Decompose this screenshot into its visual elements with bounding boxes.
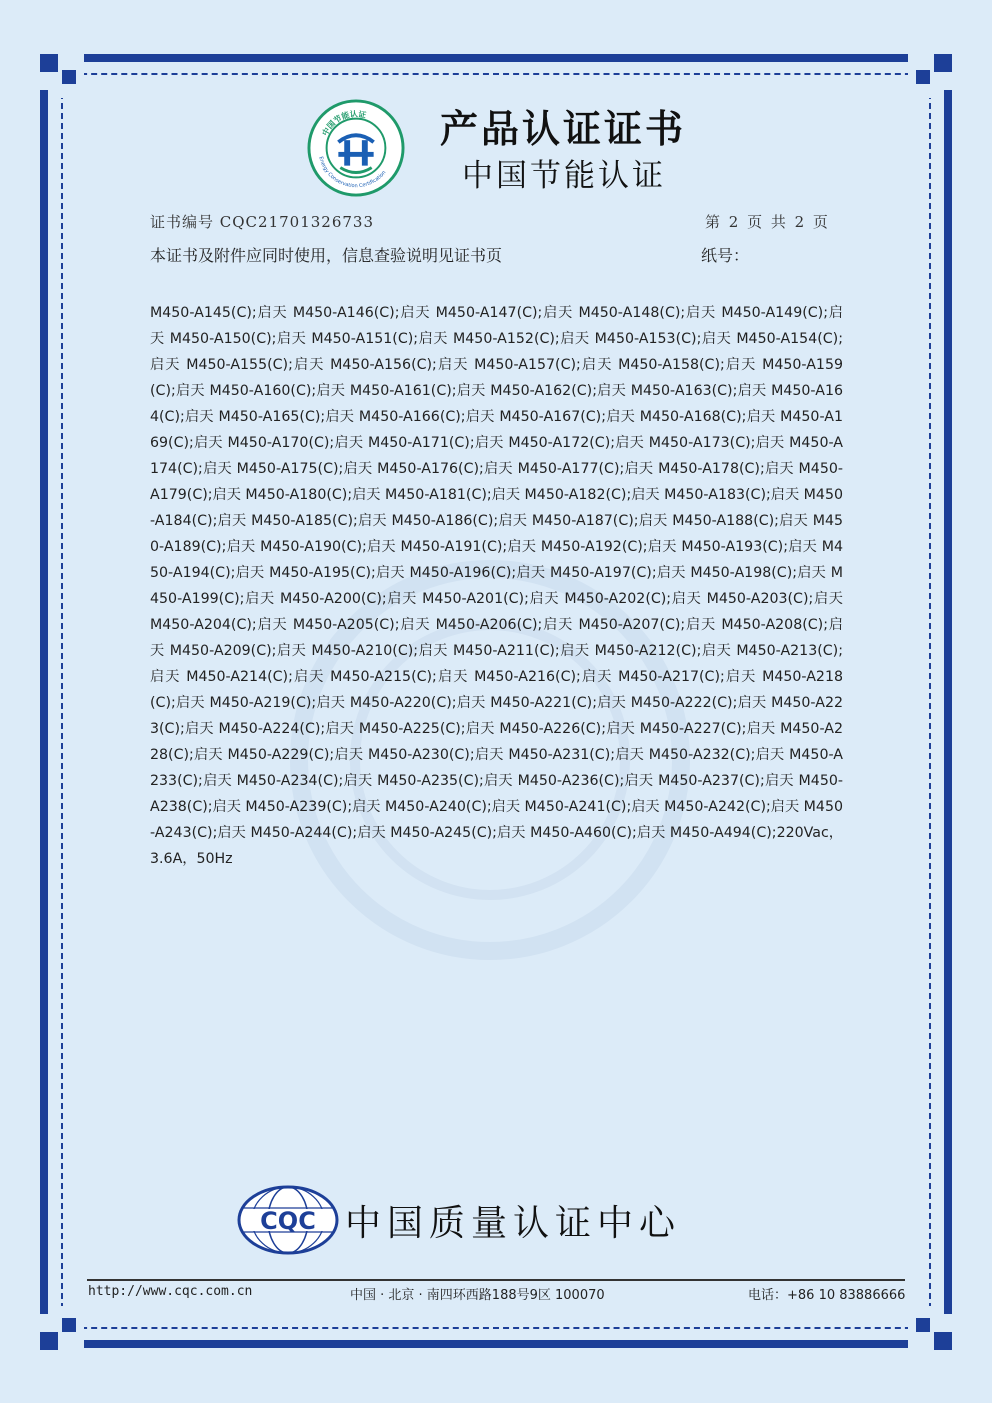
- corner-ornament-top-right: [908, 50, 956, 98]
- certificate-subtitle: 中国节能认证: [462, 158, 666, 194]
- product-models-text: M450-A145(C);启天 M450-A146(C);启天 M450-A147(C);启天 M450-A148(C);启天 M450-A149(C);启天 M450-A150(C);启天 M450-A151(C);启天 M450-A152(C);启天 M450-A153(C);启天 M450-A154(C);启天 M450-A155(C);启天 M450-A156(C);启天 M450-A157(C);启天 M450-A158(C);启天 M450-A159(C);启天 M450-A160(C);启天 M450-A161(C);启天 M450-A162(C);启天 M450-A163(C);启天 M450-A164(C);启天 M450-A165(C);启天 M450-A166(C);启天 M450-A167(C);启天 M450-A168(C);启天 M450-A169(C);启天 M450-A170(C);启天 M450-A171(C);启天 M450-A172(C);启天 M450-A173(C);启天 M450-A174(C);启天 M450-A175(C);启天 M450-A176(C);启天 M450-A177(C);启天 M450-A178(C);启天 M450-A179(C);启天 M450-A180(C);启天 M450-A181(C);启天 M450-A182(C);启天 M450-A183(C);启天 M450-A184(C);启天 M450-A185(C);启天 M450-A186(C);启天 M450-A187(C);启天 M450-A188(C);启天 M450-A189(C);启天 M450-A190(C);启天 M450-A191(C);启天 M450-A192(C);启天 M450-A193(C);启天 M450-A194(C);启天 M450-A195(C);启天 M450-A196(C);启天 M450-A197(C);启天 M450-A198(C);启天 M450-A199(C);启天 M450-A200(C);启天 M450-A201(C);启天 M450-A202(C);启天 M450-A203(C);启天 M450-A204(C);启天 M450-A205(C);启天 M450-A206(C);启天 M450-A207(C);启天 M450-A208(C);启天 M450-A209(C);启天 M450-A210(C);启天 M450-A211(C);启天 M450-A212(C);启天 M450-A213(C);启天 M450-A214(C);启天 M450-A215(C);启天 M450-A216(C);启天 M450-A217(C);启天 M450-A218(C);启天 M450-A219(C);启天 M450-A220(C);启天 M450-A221(C);启天 M450-A222(C);启天 M450-A223(C);启天 M450-A224(C);启天 M450-A225(C);启天 M450-A226(C);启天 M450-A227(C);启天 M450-A228(C);启天 M450-A229(C);启天 M450-A230(C);启天 M450-A231(C);启天 M450-A232(C);启天 M450-A233(C);启天 M450-A234(C);启天 M450-A235(C);启天 M450-A236(C);启天 M450-A237(C);启天 M450-A238(C);启天 M450-A239(C);启天 M450-A240(C);启天 M450-A241(C);启天 M450-A242(C);启天 M450-A243(C);启天 M450-A244(C);启天 M450-A245(C);启天 M450-A460(C);启天 M450-A494(C);220Vac，3.6A，50Hz: [150, 305, 843, 867]
- logo-ring-text-en: Energy Conservation Certification: [317, 155, 388, 190]
- logo-ring-text: 中国节能认证: [320, 109, 367, 138]
- organization-name: 中国质量认证中心: [345, 1203, 682, 1244]
- corner-ornament-top-left: [36, 50, 84, 98]
- corner-ornament-bottom-left: [36, 1306, 84, 1354]
- footer-address: 中国 · 北京 · 南四环西路188号9区 100070: [350, 1288, 605, 1303]
- energy-conservation-logo: [307, 99, 405, 197]
- paper-number: 纸号：: [701, 246, 750, 265]
- corner-ornament-bottom-right: [908, 1306, 956, 1354]
- footer-url: http://www.cqc.com.cn: [88, 1284, 253, 1299]
- footer-divider: [87, 1279, 905, 1281]
- footer-phone: 电话：+86 10 83886666: [748, 1288, 906, 1303]
- certificate-number: 证书编号 CQC21701326733: [150, 213, 374, 231]
- certificate-title: 产品认证证书: [440, 107, 687, 151]
- page-info: 第 2 页 共 2 页: [705, 213, 830, 231]
- cqc-logo: [236, 1184, 340, 1256]
- usage-notice: 本证书及附件应同时使用，信息查验说明见证书页: [150, 246, 503, 265]
- cqc-logo-text: CQC: [260, 1207, 316, 1235]
